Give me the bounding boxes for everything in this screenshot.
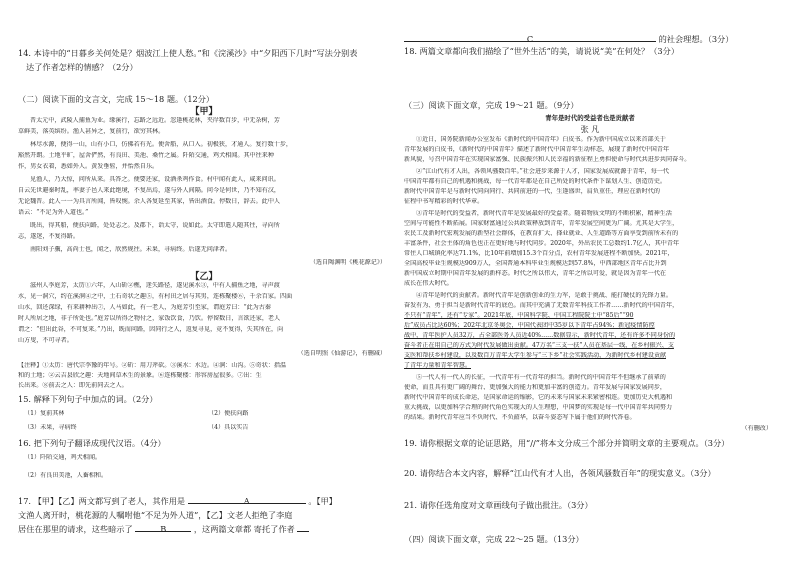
q15-stem: 15. 解释下列句子中加点的词。（2分） (18, 394, 158, 404)
section-2-heading: （二）阅读下面的文言文，完成 15～18 题。（12分） (18, 94, 215, 104)
q15-item-3: （3）未果，寻病终 (24, 424, 77, 431)
note-line: 【注释】①太历：唐代宗李豫的年号。②斫：用刀斧砍。③溪水：水边。④涧：山沟。⑤奇状：指温 (18, 362, 287, 369)
q17-blank-b-label: B (160, 524, 167, 534)
q17-blank-tail[interactable] (297, 524, 309, 532)
article-line: 成长在伟大时代。 (404, 280, 453, 287)
article-line: 全国高校毕业生规模达909万人，全国普通本科毕业生规模达到57.8%，中西部地区青年占比升到 (404, 260, 667, 267)
jia-line: 晋太元中，武陵人捕鱼为业。缘溪行，忘路之远近。忽逢桃花林，夹岸数百步，中无杂树，芳 (30, 117, 280, 124)
article-line: 征程中书写精彩的时代华章。 (404, 198, 484, 205)
jia-line: 豁然开朗。土地平旷，屋舍俨然，有良田、美池、桑竹之属。阡陌交通，鸡犬相闻。其中往来种 (18, 152, 274, 159)
article-line: 丰富条件，社会主体的角色也正在更好地与时代同步。2020年，外出农民工总数约1.7亿人，其中青年 (404, 240, 680, 247)
article-line-underlined: 后”成员占比达60%；202年北京冬奥会，中国代表团中35岁以下青年占94%；新冠疫情防控 (404, 322, 655, 329)
yi-line: 滋州人李庭芳，太历①六年，入山斫②樵，迷失路径，遂见溪水③，中有人捕鱼之地，寻声渡 (30, 282, 280, 289)
q17-blank-a[interactable] (188, 496, 306, 504)
q15-item-4: （4）具以实告 (208, 424, 249, 431)
article-line: ①近日，国务院新闻办公室发布《新时代的中国青年》白皮书。作为新中国成立以来首部关于 (416, 136, 666, 143)
jia-source: （选自陶渊明《桃花源记》） (309, 259, 386, 266)
q17-tail: 的社会理想。（3分） (658, 34, 734, 44)
q17-blank-c[interactable] (404, 34, 656, 42)
section-3-heading: （三）阅读下面文章，完成 19～21 题。（9分） (404, 100, 579, 110)
article-line: 的结果。新时代青年应当不负时代、不负韶华，以奋斗姿态写下属于他们的时代答卷。 (404, 414, 636, 421)
article-line-underlined: 战中，青年医护人员32万，占全部医务人员近40%……数据显示，新时代青年，还有许多不同身份的 (404, 332, 676, 339)
yi-source: （选自明照《仙游记》，有删减） (297, 350, 386, 357)
q18-stem: 18. 两篇文章都向我们描绘了“世外生活”的美，请说说“美”在何处？（3分） (404, 46, 680, 56)
q20-stem: 20. 请你结合本文内容，解释“江山代有才人出，各领风骚数百年”的现实意义。（3分） (404, 468, 716, 478)
jia-line: 既出，得其船，便扶向路，处处志之。及郡下，诣太守，说如此。太守即遣人随其往，寻向所 (30, 222, 280, 229)
yi-line: 山方叟，不可寻者。 (18, 337, 73, 344)
article-line: 常住人口城镇化率达71.1%，比10年前增加15.3个百分点，农村青年发展进程不断加快。2021年， (404, 250, 674, 257)
q15-item-2: （2）便扶向路 (208, 410, 249, 417)
q16-stem: 16. 把下列句子翻译成现代汉语。（4分） (18, 438, 166, 448)
article-line: ③青年是时代的受益者，新时代青年是发展最好的受益者。随着物质文明的不断积累，精神生活 (416, 210, 672, 217)
q17-stem: 17. 【甲】【乙】两文都写到了老人，其作用是 (18, 496, 186, 506)
article-author: 张 凡 (580, 124, 600, 134)
article-line: 奋发有为、勇于担当是新时代青年的底色。而其中充满了无数青年科技工作者……新时代的中国青年， (404, 302, 679, 309)
q17-line3-text: 居住在那里的请求，这些暗示了 (18, 524, 133, 534)
yi-line: 时人所居之地，非子所处也。”庭芳以所得之物付之，家饭饮食，乃饮。停留数日，言欲还家，老人 (18, 315, 281, 322)
jia-line: 南阳刘子骥，高尚士也，闻之，欣然规往。未果，寻病终。后遂无问津者。 (30, 246, 232, 253)
article-line-underlined: 了青年力量和青年智慧。 (404, 362, 472, 369)
passage-yi-title: 【乙】 (190, 272, 218, 282)
jia-line: 语云：“不足为外人道也。” (18, 209, 89, 216)
article-line: 空间与可能性不断拓展。国家财富通过公共政策释放到青年，青年发展空间更为广阔。尤其是大学生， (404, 220, 679, 227)
q21-stem: 21. 请你任选角度对文章画线句子做出批注。（3分） (404, 500, 593, 510)
jia-line: 无论魏晋。此人一一为具言所闻，皆叹惋。余人各复延至其家，皆出酒食。停数日，辞去。此中人 (18, 198, 281, 205)
yi-line: 山水，回还深绿，有来耕种出⑦，人马如此，有一老人，为庭芳引至家，谓庭芳曰：“此为古秦 (18, 304, 271, 311)
jia-line: 草鲜美，落英缤纷。渔人甚异之，复前行，欲穷其林。 (18, 128, 165, 135)
jia-line: 林尽水源，便得一山，山有小口，仿佛若有光。便舍船，从口入。初极狭，才通人。复行数十步， (30, 141, 293, 148)
article-line: 青年发展的白皮书，《新时代的中国青年》描述了新时代中国青年生动样态，展现了新时代中国青年 (404, 146, 670, 153)
q17-line3-mid: ，这两篇文章都 (193, 524, 252, 534)
article-line-underlined: 奋斗者正在用自己的方式为时代发展做出贡献。47万名“三支一扶”人员在基层一线，在乡村振兴、支 (404, 342, 674, 349)
section-4-heading: （四）阅读下面文章，完成 22～25 题。（13分） (404, 534, 584, 544)
jia-line: 志，遂迷，不复得路。 (18, 233, 79, 240)
jia-line: 见渔人，乃大惊，问所从来。具答之。便要还家，设酒杀鸡作食。村中闻有此人，咸来问讯。 (30, 176, 280, 183)
article-line: ②“江山代有才人出，各领风骚数百年。”社会进步来源于人才，国家发展成就源于青年，每一代 (416, 168, 670, 175)
q17-line3 (18, 524, 390, 535)
q17-blank-a-label: A (243, 496, 250, 506)
q16-item-2: （2）有良田美池，人畜相和。 (24, 472, 108, 479)
q16-item-1: （1）阡陌交通，鸡犬相闻。 (24, 454, 102, 461)
article-source: （有删改） (741, 425, 772, 432)
article-line: ④青年是时代的贡献者。新时代青年是创新创业的生力军，是敢于挑战、能打硬仗的先锋力量。 (416, 292, 672, 299)
q19-stem: 19. 请你根据文章的论证思路，用“//”将本文分成三个部分并简明文章的主要观点。（3分） (404, 438, 730, 448)
article-line: 重大挑战，以更加科学合理的时代角色实现大的人生理想，中国梦的实现是每一代中国青年共同努力 (404, 404, 673, 411)
article-line: 新时代中国青年是与新时代同向同行、共同前进的一代，生逢盛世，肩负重任，理应在新时代的 (404, 188, 660, 195)
article-line-underlined: 支医和帮扶乡村建设，以及数百万青年大学生参与“三下乡”社会实践活动，为新时代乡村建设贡献 (404, 352, 667, 359)
note-line: 和的土地；②云吉县欣之趣：天地间草木生的景象。⑥连栋聚楼：形容房屋很多。⑦出：生 (18, 372, 262, 379)
note-line: 长出来。⑧前去之人：即先前同去之人。 (18, 382, 128, 389)
q17-line3-end: 寄托了作者 (253, 524, 295, 534)
q15-item-1: （1）复前其林 (24, 410, 65, 417)
article-line: 农民工及新时代宏观发展的新型社会群体，在教育扩大、择业就业、人生道路等方面享受到前所未有的 (404, 230, 679, 237)
yi-line: 水，见一洞穴，约在溪涧④之中，土石奇状之趣⑤，有村田之居与其男，连栋聚楼⑥，千余百家。四面 (18, 293, 293, 300)
passage-jia-title: 【甲】 (190, 107, 218, 117)
article-line: 新中国成立时期中国青年发展的新样态。时代之所以伟大，青年之所以可爱，就是因为青年一代在 (404, 270, 667, 277)
left-column (18, 0, 390, 561)
yi-line: 谓之：“但出此谷，不可复来。”乃出，既而问路，因同行之人，返复寻觅，竟不复得，失其所在，向 (18, 326, 284, 333)
q14-line2: 达了作者怎样的情感？（2分） (26, 62, 138, 72)
q17-line1 (18, 496, 390, 507)
article-line: ⑤一代人有一代人的长征，一代青年有一代青年的担当。新时代的中国青年不但继承了前辈的 (416, 374, 666, 381)
article-line: 中国青年都有自己的机遇和挑战，每一代青年都是在自己所处的时代条件下谋划人生、创造历史。 (404, 178, 667, 185)
right-column (404, 0, 776, 561)
q17-blank-b[interactable] (135, 524, 191, 532)
article-line: 新时代中国青年的成长命运，是国家命运的缩影，它的未来与国家未来紧密相连。更加历史大机遇和 (404, 394, 673, 401)
q17-line2: 文渔人离开时，桃花源的人嘱咐他“不足为外人道”，【乙】文老人拒绝了李庭 (18, 510, 293, 520)
q14-line1: 14. 本诗中的“日暮乡关何处是？烟波江上使人愁。”和《浣溪沙》中“夕阳西下几时”写法分别表 (18, 48, 358, 58)
article-line-underlined: 不只有“青年”，还有“专家”。2021年底，中国科学院、中国工程院院士中“85后”“90 (404, 312, 634, 319)
article-line: 新风貌，号召中国青年在实现国家富强、民族振兴和人民幸福的新征程上勇担使命与时代共进步共同奋斗。 (404, 156, 691, 163)
jia-line: 作，男女衣着，悉如外人。黄发垂髫，并怡然自乐。 (18, 163, 159, 170)
article-title: 青年是时代的受益者也是贡献者 (545, 114, 635, 122)
jia-line: 自云先世避秦时乱，率妻子邑人来此绝境，不复出焉，遂与外人间隔。问今是何世，乃不知有汉， (18, 187, 281, 194)
q17-blank-c-label: C (526, 34, 534, 44)
q17-continuation (404, 34, 776, 45)
article-line: 使命，而且具有更广阔的舞台、更加强大的能力和更加丰富的创造力。青年发展与国家发展同步， (404, 384, 667, 391)
q17-jia-tag: 。【甲】 (308, 496, 337, 506)
